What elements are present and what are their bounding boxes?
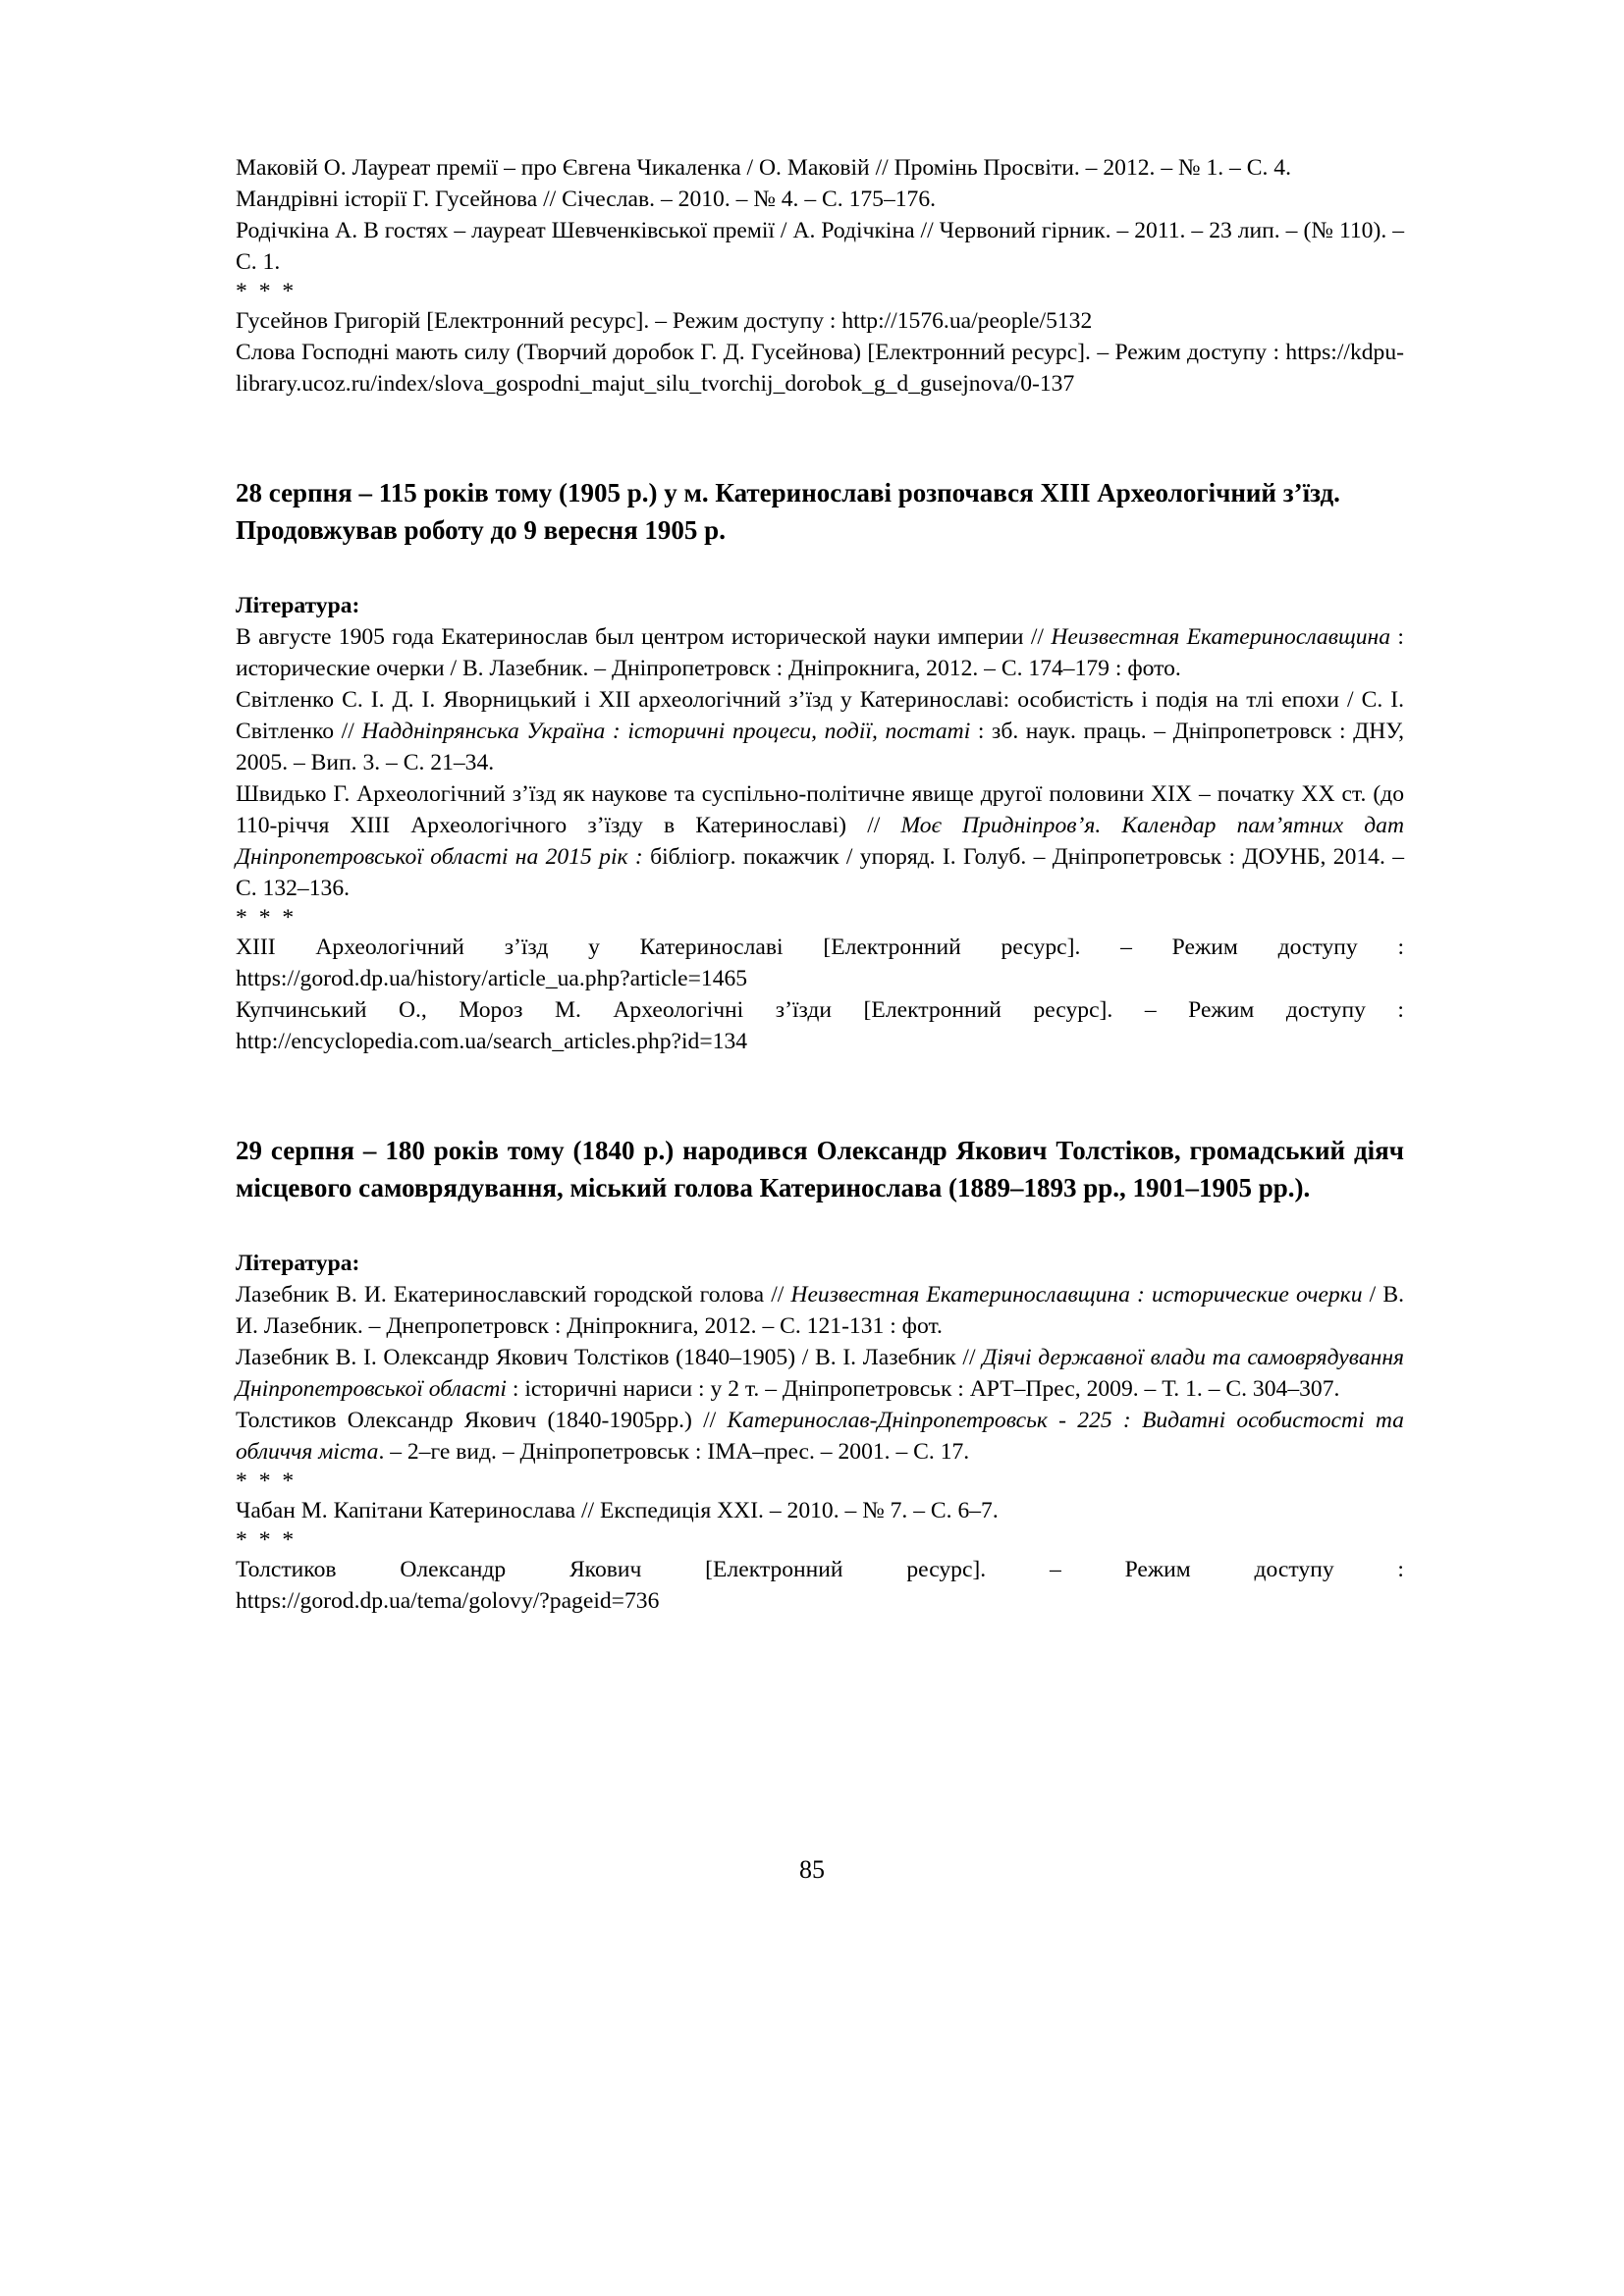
section-heading: 29 серпня – 180 років тому (1840 р.) народився Олександр Якович Толстіков, громадський діяч місцевого самоврядування, міський голова Катеринослава (1889–1893 рр., 1901–1905 рр.). bbox=[236, 1136, 1404, 1202]
section-heading: 28 серпня – 115 років тому (1905 р.) у м. Катеринославі розпочався ХІІІ Археологічний з’їзд. Продовжував роботу до 9 вересня 1905 р. bbox=[236, 478, 1340, 545]
reference-entry: Чабан М. Капітани Катеринослава // Експедиція ХХІ. – 2010. – № 7. – С. 6–7. bbox=[236, 1498, 999, 1523]
web-reference-url: http://encyclopedia.com.ua/search_articles.php?id=134 bbox=[236, 1029, 748, 1054]
web-reference-entry: Толстиков Олександр Якович [Електронний ресурс]. – Режим доступу : bbox=[236, 1557, 1404, 1582]
web-reference-entry: Купчинський О., Мороз М. Археологічні з’їзди [Електронний ресурс]. – Режим доступу : bbox=[236, 997, 1404, 1023]
publication-title: Моє Придніпров’я. Календар пам’ятних дат Дніпропетровської області на 2015 рік : bbox=[236, 813, 1404, 870]
page-number: 85 bbox=[799, 1855, 825, 1884]
publication-title: Діячі державної влади та самоврядування Дніпропетровської області bbox=[236, 1345, 1404, 1402]
publication-title: Неизвестная Екатеринославщина bbox=[1051, 624, 1391, 650]
reference-entry: Лазебник В. И. Екатеринославский городской голова // Неизвестная Екатеринославщина : исторические очерки / В. И. Лазебник. – Днепропетровск : Дніпрокнига, 2012. – С. 121-131 : фот. bbox=[236, 1282, 1404, 1339]
publication-title: Катеринослав-Дніпропетровськ - 225 : Видатні особистості та обличчя міста bbox=[236, 1408, 1404, 1465]
web-reference-url: https://gorod.dp.ua/history/article_ua.php?article=1465 bbox=[236, 966, 748, 991]
reference-entry: Швидько Г. Археологічний з’їзд як наукове та суспільно-політичне явище другої половини ХІХ – початку ХХ ст. (до 110-річчя ХІІІ Археологічного з’їзду в Катеринославі) // Моє Придніпров’я. Календар пам’ятних дат Дніпропетровської області на 2015 рік : бібліогр. покажчик / упоряд. І. Голуб. – Дніпропетровськ : ДОУНБ, 2014. – С. 132–136. bbox=[236, 781, 1404, 901]
web-reference-entry: Слова Господні мають силу (Творчий доробок Г. Д. Гусейнова) [Електронний ресурс]. – Режим доступу : https://kdpu-library.ucoz.ru/index/slova_gospodni_majut_silu_tvorchij_dorobok_g_d_gusejnova/0-137 bbox=[236, 340, 1404, 397]
web-reference-entry: Гусейнов Григорій [Електронний ресурс]. – Режим доступу : http://1576.ua/people/5132 bbox=[236, 308, 1093, 334]
reference-entry: Мандрівні історії Г. Гусейнова // Січеслав. – 2010. – № 4. – С. 175–176. bbox=[236, 187, 937, 212]
reference-entry: В августе 1905 года Екатеринослав был центром исторической науки империи // Неизвестная Екатеринославщина : исторические очерки / В. Лазебник. – Дніпропетровск : Дніпрокнига, 2012. – С. 174–179 : фото. bbox=[236, 624, 1404, 681]
publication-title: Наддніпрянська Україна : історичні процеси, події, постаті bbox=[361, 719, 971, 744]
top-references bbox=[236, 152, 1404, 400]
separator-asterisks: * * * bbox=[236, 1527, 298, 1553]
separator-asterisks: * * * bbox=[236, 905, 298, 931]
reference-entry: Світленко С. І. Д. І. Яворницький і ХІІ археологічний з’їзд у Катеринославі: особистість і подія на тлі епохи / С. І. Світленко // Наддніпрянська Україна : історичні процеси, події, постаті : зб. наук. праць. – Дніпропетровск : ДНУ, 2005. – Вип. 3. – С. 21–34. bbox=[236, 687, 1404, 775]
separator-asterisks: * * * bbox=[236, 279, 298, 304]
reference-entry: Толстиков Олександр Якович (1840-1905рр.) // Катеринослав-Дніпропетровськ - 225 : Видатні особистості та обличчя міста. – 2–ге вид. – Дніпропетровськ : ІМА–прес. – 2001. – С. 17. bbox=[236, 1408, 1404, 1465]
web-reference-entry: ХІІІ Археологічний з’їзд у Катеринославі [Електронний ресурс]. – Режим доступу : bbox=[236, 934, 1404, 960]
document-page bbox=[236, 152, 1404, 1617]
literature-label: Література: bbox=[236, 593, 360, 618]
publication-title: Неизвестная Екатеринославщина : исторические очерки bbox=[790, 1282, 1363, 1308]
section-tolstikov bbox=[236, 1132, 1404, 1617]
reference-entry: Маковій О. Лауреат премії – про Євгена Чикаленка / О. Маковій // Промінь Просвіти. – 2012. – № 1. – С. 4. bbox=[236, 155, 1291, 181]
literature-label: Література: bbox=[236, 1251, 360, 1276]
section-archaeological-congress bbox=[236, 474, 1404, 1057]
separator-asterisks: * * * bbox=[236, 1468, 298, 1494]
reference-entry: Лазебник В. І. Олександр Якович Толстіков (1840–1905) / В. І. Лазебник // Діячі державної влади та самоврядування Дніпропетровської області : історичні нариси : у 2 т. – Дніпропетровськ : АРТ–Прес, 2009. – Т. 1. – С. 304–307. bbox=[236, 1345, 1404, 1402]
web-reference-url: https://gorod.dp.ua/tema/golovy/?pageid=736 bbox=[236, 1588, 660, 1614]
reference-entry: Родічкіна А. В гостях – лауреат Шевченківської премії / А. Родічкіна // Червоний гірник. – 2011. – 23 лип. – (№ 110). – С. 1. bbox=[236, 218, 1404, 275]
